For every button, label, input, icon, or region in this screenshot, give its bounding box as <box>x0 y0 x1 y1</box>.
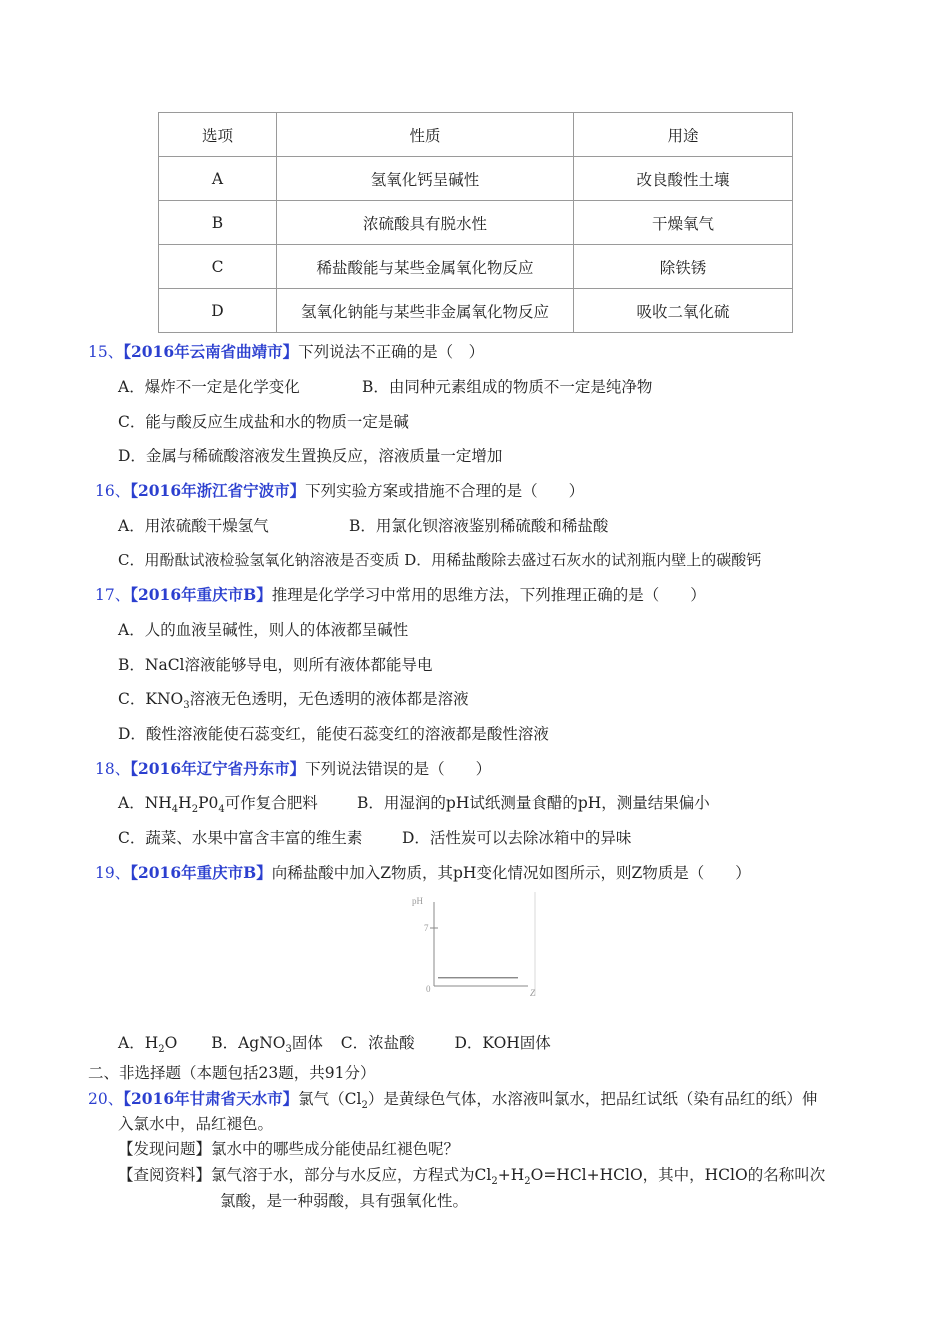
question-text: 氯气（Cl <box>298 1090 362 1108</box>
option-text: B．AgNO <box>211 1034 286 1052</box>
subscript: 3 <box>183 700 190 712</box>
q15-option-d: D．金属与稀硫酸溶液发生置换反应，溶液质量一定增加 <box>118 447 503 465</box>
q18-option-a <box>118 791 318 815</box>
question-text: 推理是化学学习中常用的思维方法，下列推理正确的是（ ） <box>271 586 706 604</box>
option-text: O <box>164 1034 178 1052</box>
q17-option-b: B．NaCl溶液能够导电，则所有液体都能导电 <box>118 656 433 674</box>
q15-option-a: A．爆炸不一定是化学变化 <box>118 378 300 396</box>
subscript: 2 <box>361 1100 368 1112</box>
question-17-stem <box>95 583 706 605</box>
question-source: 【2016年浙江省宁波市】 <box>130 481 306 500</box>
q18-option-d: D．活性炭可以去除冰箱中的异味 <box>402 829 632 847</box>
question-text: 下列实验方案或措施不合理的是（ ） <box>305 482 585 500</box>
q16-option-cd: C．用酚酞试液检验氢氧化钠溶液是否变质 D．用稀盐酸除去盛过石灰水的试剂瓶内壁上的碳酸钙 <box>118 551 762 569</box>
q19-option-a <box>118 1034 178 1056</box>
q15-option-b: B．由同种元素组成的物质不一定是纯净物 <box>362 378 653 396</box>
option-text: 固体 <box>291 1034 323 1052</box>
subscript: 2 <box>191 804 199 816</box>
question-text: 向稀盐酸中加入Z物质，其pH变化情况如图所示，则Z物质是（ ） <box>271 864 751 882</box>
table-row <box>159 157 793 201</box>
q17-option-d: D．酸性溶液能使石蕊变红，能使石蕊变红的溶液都是酸性溶液 <box>118 725 549 743</box>
discover-label: 【发现问题】 <box>118 1140 212 1158</box>
y-axis-label: pH <box>412 896 423 906</box>
question-number: 16、 <box>95 482 131 500</box>
table-cell: A <box>159 157 277 201</box>
table-header-cell: 用途 <box>574 113 793 157</box>
consult-materials <box>118 1163 825 1187</box>
table-cell: 氢氧化钠能与某些非金属氧化物反应 <box>277 289 574 333</box>
q19-options <box>118 1031 551 1055</box>
subscript: 2 <box>158 1044 165 1056</box>
y-tick-label-7: 7 <box>424 923 429 933</box>
q16-option-b: B．用氯化钡溶液鉴别稀硫酸和稀盐酸 <box>349 517 609 535</box>
option-text: 可作复合肥料 <box>224 794 318 812</box>
q18-option-c: C．蔬菜、水果中富含丰富的维生素 <box>118 829 363 847</box>
option-text: H <box>178 794 192 812</box>
option-text: A．NH <box>118 794 172 812</box>
discover-text: 氯水中的哪些成分能使品红褪色呢？ <box>211 1140 460 1158</box>
property-table <box>158 112 793 333</box>
y-tick-label-0: 0 <box>426 984 431 994</box>
q18-option-b: B．用湿润的pH试纸测量食醋的pH，测量结果偏小 <box>357 794 710 812</box>
table-header-row <box>159 113 793 157</box>
question-text: 下列说法错误的是（ ） <box>305 760 492 778</box>
table-row <box>159 289 793 333</box>
question-source: 【2016年辽宁省丹东市】 <box>130 759 306 778</box>
question-source: 【2016年重庆市B】 <box>130 863 272 882</box>
discover-problem <box>118 1137 459 1159</box>
option-text: A．H <box>118 1034 159 1052</box>
question-15-stem <box>88 340 484 362</box>
question-number: 15、 <box>88 343 124 361</box>
table-cell: 氢氧化钙呈碱性 <box>277 157 574 201</box>
question-16-stem <box>95 479 584 501</box>
question-text: 下列说法不正确的是（ ） <box>298 343 485 361</box>
table-row <box>159 201 793 245</box>
chart-background <box>400 892 540 996</box>
table-header-cell: 性质 <box>277 113 574 157</box>
question-20-stem <box>88 1087 817 1111</box>
consult-text: +H <box>497 1166 525 1184</box>
question-text: ）是黄绿色气体，水溶液叫氯水，把品红试纸（染有品红的纸）伸 <box>367 1090 818 1108</box>
subscript: 4 <box>171 804 179 816</box>
option-text: C．KNO <box>118 690 184 708</box>
q19-option-c: C．浓盐酸 <box>340 1034 415 1052</box>
table-cell: D <box>159 289 277 333</box>
question-source: 【2016年云南省曲靖市】 <box>123 342 299 361</box>
question-number: 17、 <box>95 586 131 604</box>
section-heading: 二、非选择题（本题包括23题，共91分） <box>88 1064 376 1082</box>
consult-label: 【查阅资料】 <box>118 1166 212 1184</box>
x-axis-label: Z <box>530 988 536 996</box>
subscript: 4 <box>218 804 225 816</box>
q19-option-b <box>211 1034 323 1056</box>
consult-text: 氯气溶于水，部分与水反应，方程式为Cl <box>211 1166 492 1184</box>
consult-text: O=HCl+HClO，其中，HClO的名称叫次 <box>530 1166 826 1184</box>
table-cell: B <box>159 201 277 245</box>
table-cell: 稀盐酸能与某些金属氧化物反应 <box>277 245 574 289</box>
table-cell: 干燥氧气 <box>574 201 793 245</box>
question-19-stem <box>95 861 751 883</box>
table-cell: 除铁锈 <box>574 245 793 289</box>
ph-chart <box>400 892 540 996</box>
question-source: 【2016年甘肃省天水市】 <box>123 1089 299 1108</box>
option-text: 溶液无色透明，无色透明的液体都是溶液 <box>189 690 469 708</box>
q16-option-a: A．用浓硫酸干燥氢气 <box>118 517 269 535</box>
table-cell: 吸收二氧化硫 <box>574 289 793 333</box>
question-number: 18、 <box>95 760 131 778</box>
q17-option-c <box>118 687 469 711</box>
table-cell: 浓硫酸具有脱水性 <box>277 201 574 245</box>
consult-materials-line2: 氯酸，是一种弱酸，具有强氧化性。 <box>220 1192 469 1210</box>
subscript: 2 <box>491 1176 498 1188</box>
table-row <box>159 245 793 289</box>
table-header-cell: 选项 <box>159 113 277 157</box>
q19-option-d: D．KOH固体 <box>454 1034 551 1052</box>
subscript: 3 <box>285 1044 292 1056</box>
question-number: 20、 <box>88 1090 124 1108</box>
question-number: 19、 <box>95 864 131 882</box>
question-18-stem <box>95 757 491 779</box>
table-cell: 改良酸性土壤 <box>574 157 793 201</box>
q15-option-c: C．能与酸反应生成盐和水的物质一定是碱 <box>118 413 409 431</box>
subscript: 2 <box>524 1176 531 1188</box>
question-source: 【2016年重庆市B】 <box>130 585 272 604</box>
question-20-stem-line2: 入氯水中，品红褪色。 <box>118 1115 274 1133</box>
q17-option-a: A．人的血液呈碱性，则人的体液都呈碱性 <box>118 621 409 639</box>
table-cell: C <box>159 245 277 289</box>
option-text: P0 <box>198 794 219 812</box>
